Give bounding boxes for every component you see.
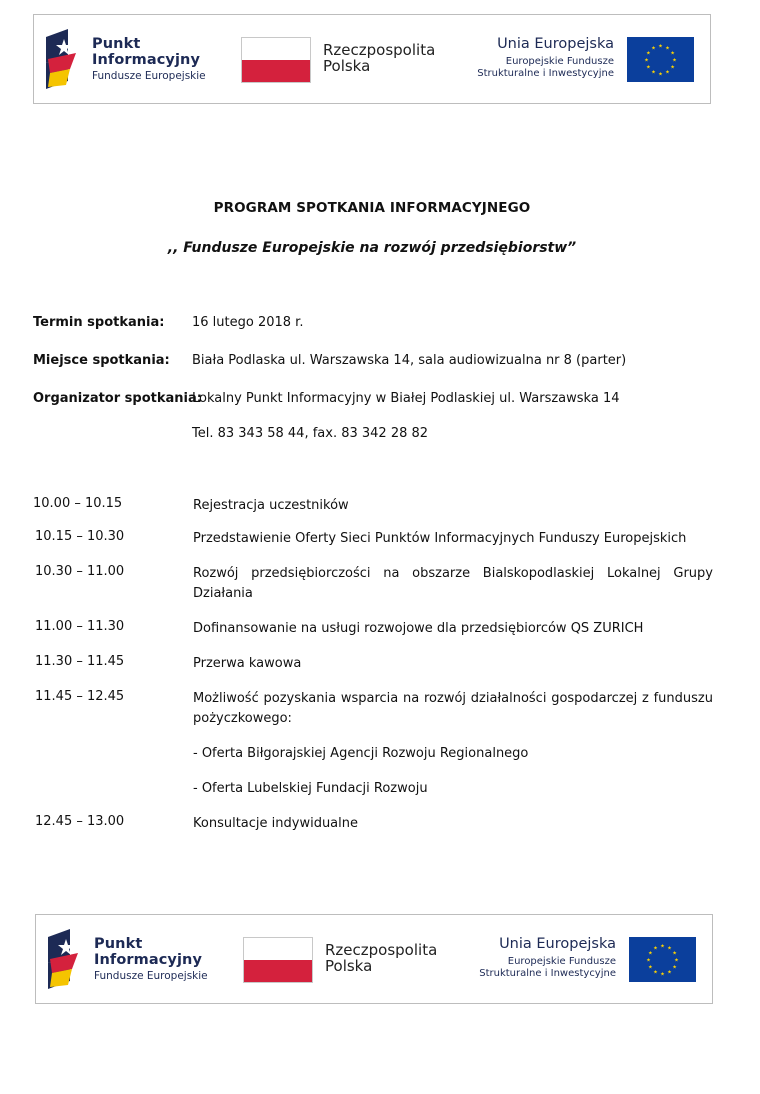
eu-logo-sub2: Strukturalne i Inwestycyjne [477, 67, 614, 79]
eu-flag-icon [629, 937, 696, 982]
fundusze-europejskie-logo-icon [46, 29, 80, 89]
agenda-desc: Konsultacje indywidualne [193, 816, 358, 831]
eu-star-icon: ★ [653, 945, 658, 952]
agenda-desc: Możliwość pozyskania wsparcia na rozwój działalności gospodarczej z funduszu pożyczkowego: [193, 691, 713, 726]
eu-logo-sub2: Strukturalne i Inwestycyjne [479, 967, 616, 979]
eu-star-icon: ★ [648, 950, 653, 957]
agenda-time: 10.15 – 10.30 [35, 529, 125, 544]
eu-star-icon: ★ [670, 64, 675, 71]
eu-logo-title: Unia Europejska [497, 36, 614, 52]
agenda-time: 11.00 – 11.30 [35, 619, 125, 634]
agenda-desc: Rejestracja uczestników [193, 498, 349, 513]
agenda-time: 11.45 – 12.45 [35, 689, 125, 704]
rp-logo-line1: Rzeczpospolita [325, 941, 438, 959]
eu-star-icon: ★ [672, 964, 677, 971]
eu-star-icon: ★ [653, 969, 658, 976]
info-label-date: Termin spotkania: [33, 315, 165, 330]
fe-logo-title: Punkt [92, 36, 141, 52]
info-value-organizer: Lokalny Punkt Informacyjny w Białej Podlaskiej ul. Warszawska 14 [192, 391, 620, 406]
rp-logo-line1: Rzeczpospolita [323, 41, 436, 59]
eu-star-icon: ★ [672, 950, 677, 957]
polish-flag-icon [243, 937, 313, 983]
eu-star-icon: ★ [670, 50, 675, 57]
polish-flag-icon [241, 37, 311, 83]
fundusze-europejskie-logo-icon [48, 929, 82, 989]
eu-star-icon: ★ [644, 57, 649, 64]
eu-star-icon: ★ [646, 50, 651, 57]
rp-logo-line2: Polska [325, 956, 373, 975]
agenda-time: 12.45 – 13.00 [35, 814, 125, 829]
eu-flag-icon [627, 37, 694, 82]
eu-star-icon: ★ [658, 43, 663, 50]
eu-star-icon: ★ [651, 45, 656, 52]
eu-star-icon: ★ [660, 971, 665, 978]
agenda-desc: - Oferta Lubelskiej Fundacji Rozwoju [193, 781, 428, 796]
agenda-desc: Przedstawienie Oferty Sieci Punktów Informacyjnych Funduszy Europejskich [193, 531, 687, 546]
agenda-desc: Rozwój przedsiębiorczości na obszarze Bialskopodlaskiej Lokalnej Grupy Działania [193, 566, 713, 601]
agenda-desc: Przerwa kawowa [193, 656, 302, 671]
agenda-desc: Dofinansowanie na usługi rozwojowe dla przedsiębiorców QS ZURICH [193, 621, 644, 636]
rp-logo-line2: Polska [323, 56, 371, 75]
eu-star-icon: ★ [648, 964, 653, 971]
fe-logo-subtitle: Fundusze Europejskie [92, 70, 206, 82]
info-label-organizer: Organizator spotkania: [33, 391, 202, 406]
info-value-place: Biała Podlaska ul. Warszawska 14, sala audiowizualna nr 8 (parter) [192, 353, 627, 368]
eu-star-icon: ★ [646, 957, 651, 964]
eu-star-icon: ★ [660, 943, 665, 950]
fe-logo-title-2: Informacyjny [92, 51, 201, 68]
info-value-date: 16 lutego 2018 r. [192, 315, 304, 330]
eu-logo-title: Unia Europejska [499, 936, 616, 952]
agenda-desc: - Oferta Biłgorajskiej Agencji Rozwoju Regionalnego [193, 746, 529, 761]
eu-star-icon: ★ [665, 45, 670, 52]
eu-star-icon: ★ [658, 71, 663, 78]
document-title: PROGRAM SPOTKANIA INFORMACYJNEGO [213, 200, 531, 216]
eu-star-icon: ★ [667, 969, 672, 976]
info-label-place: Miejsce spotkania: [33, 353, 170, 368]
eu-logo-sub1: Europejskie Fundusze [507, 955, 616, 967]
fe-logo-subtitle: Fundusze Europejskie [94, 970, 208, 982]
eu-star-icon: ★ [646, 64, 651, 71]
eu-star-icon: ★ [667, 945, 672, 952]
info-phone: Tel. 83 343 58 44, fax. 83 342 28 82 [192, 426, 429, 441]
eu-star-icon: ★ [665, 69, 670, 76]
eu-star-icon: ★ [651, 69, 656, 76]
eu-logo-sub1: Europejskie Fundusze [505, 55, 614, 67]
agenda-time: 11.30 – 11.45 [35, 654, 125, 669]
fe-logo-title-2: Informacyjny [94, 951, 203, 968]
header-logo-bar [33, 14, 711, 104]
agenda-time: 10.30 – 11.00 [35, 564, 125, 579]
fe-logo-title: Punkt [94, 936, 143, 952]
eu-star-icon: ★ [674, 957, 679, 964]
agenda-time: 10.00 – 10.15 [33, 496, 123, 511]
footer-logo-bar [35, 914, 713, 1004]
document-subtitle: ,, Fundusze Europejskie na rozwój przedsiębiorstw” [167, 240, 577, 256]
eu-star-icon: ★ [672, 57, 677, 64]
